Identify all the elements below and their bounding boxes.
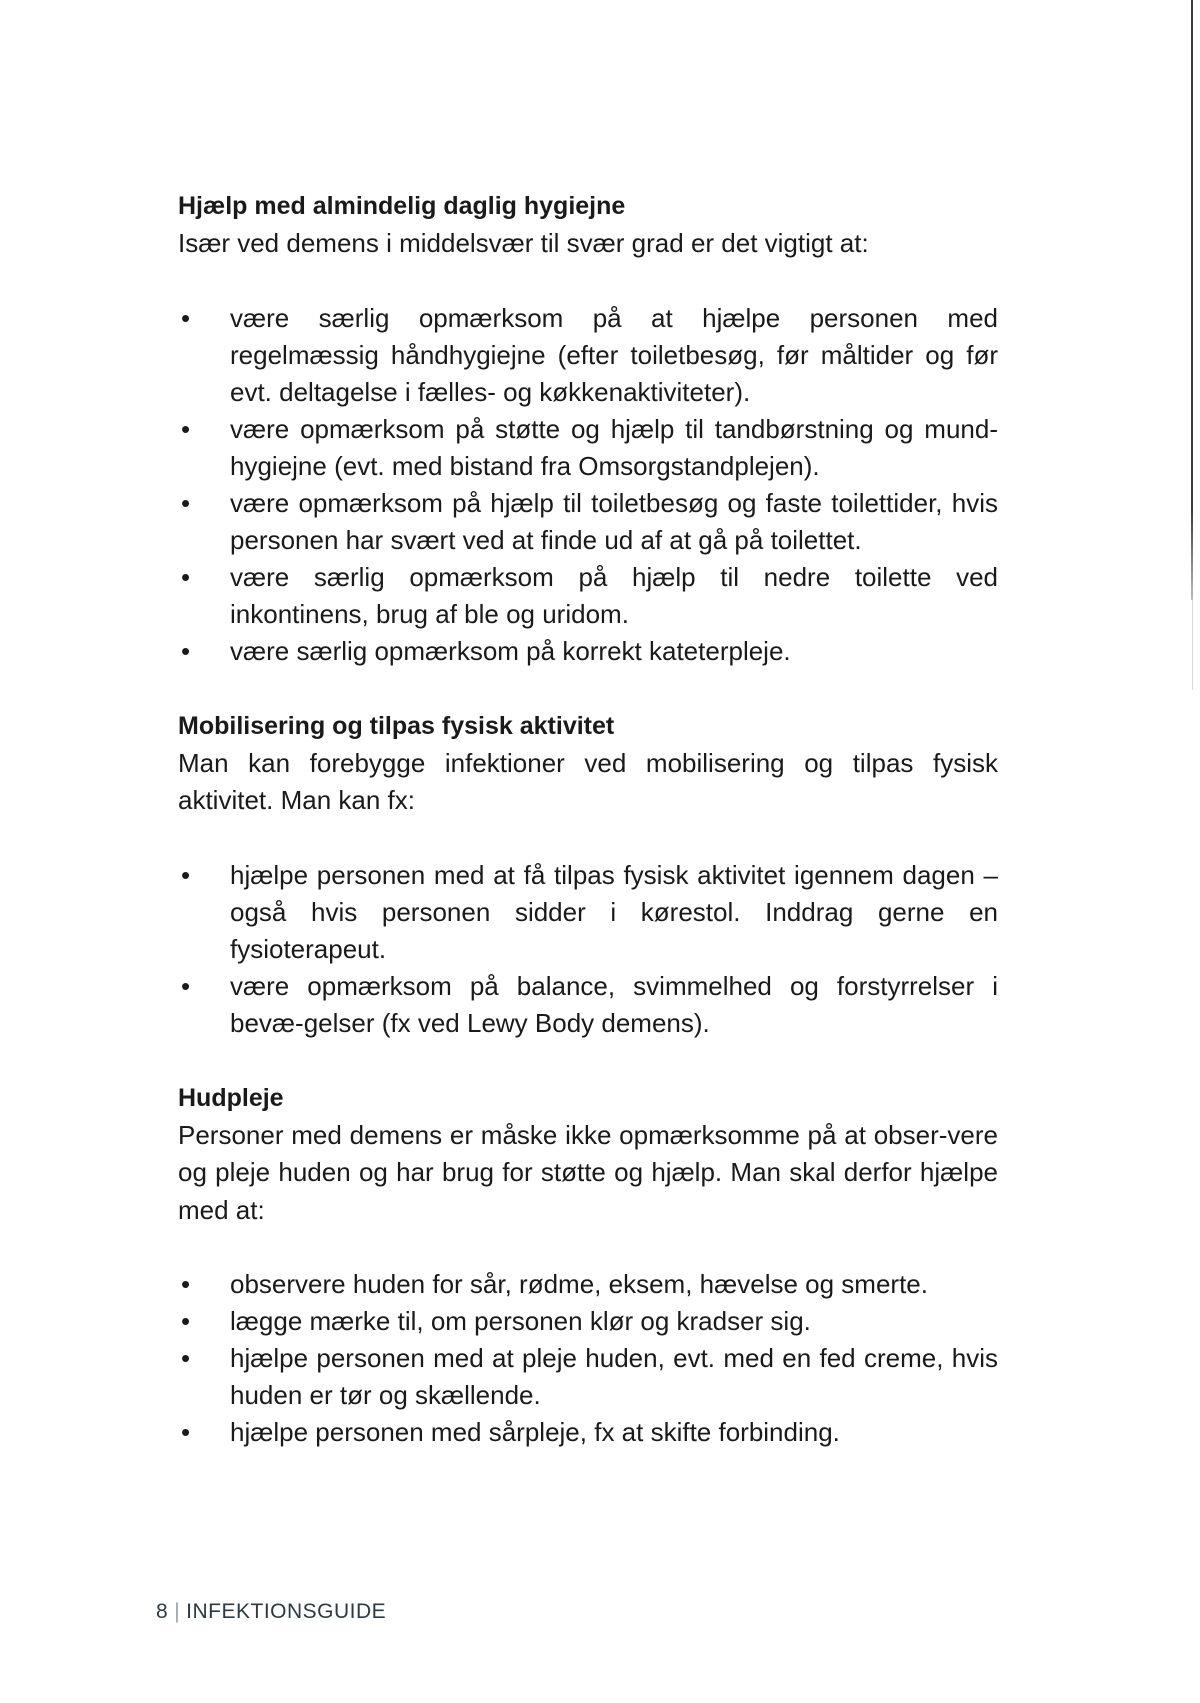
list-item (178, 1303, 998, 1340)
list-item-text: observere huden for sår, rødme, eksem, hævelse og smerte. (230, 1269, 928, 1299)
list-item-text: være opmærksom på balance, svimmelhed og forstyrrelser i bevæ-gelser (fx ved Lewy Body demens). (230, 970, 998, 1038)
list-item (178, 485, 998, 559)
list-item (178, 1414, 998, 1451)
list-item (178, 633, 998, 670)
section-title: Mobilisering og tilpas fysisk aktivitet (178, 711, 615, 740)
page-content (178, 188, 998, 1489)
bullet-icon: • (181, 413, 191, 444)
section-intro: Man kan forebygge infektioner ved mobilisering og tilpas fysisk aktivitet. Man kan fx: (178, 747, 998, 815)
list-item-text: hjælpe personen med sårpleje, fx at skifte forbinding. (230, 1417, 840, 1447)
bullet-icon: • (181, 970, 191, 1001)
list-item (178, 1266, 998, 1303)
bullet-icon: • (181, 302, 191, 333)
list-item (178, 968, 998, 1042)
section-title: Hjælp med almindelig daglig hygiejne (178, 192, 626, 220)
list-item (178, 857, 998, 968)
page-edge-line-faint (1192, 600, 1193, 690)
section-title: Hudpleje (178, 1083, 284, 1112)
list-item-text: være opmærksom på støtte og hjælp til tandbørstning og mund-hygiejne (evt. med bistand fra Omsorgstandplejen). (230, 413, 998, 481)
list-item-text: hjælpe personen med at pleje huden, evt. med en fed creme, hvis huden er tør og skællende. (230, 1343, 998, 1410)
section-mobilization (178, 708, 998, 1042)
section-intro: Især ved demens i middelsvær til svær grad er det vigtigt at: (178, 228, 869, 258)
bullet-icon: • (181, 1269, 191, 1299)
list-item (178, 411, 998, 485)
list-item-text: være særlig opmærksom på korrekt kateterpleje. (230, 635, 791, 666)
bullet-icon: • (181, 487, 191, 518)
section-skin-care (178, 1080, 998, 1452)
list-item-text: være særlig opmærksom på hjælp til nedre toilette ved inkontinens, brug af ble og uridom. (230, 561, 998, 629)
list-item (178, 559, 998, 633)
footer-title: INFEKTIONSGUIDE (186, 1600, 387, 1623)
bullet-icon: • (181, 1417, 191, 1447)
list-item (178, 300, 998, 411)
list-item-text: være opmærksom på hjælp til toiletbesøg og faste toilettider, hvis personen har svært ved at finde ud af at gå på toilettet. (230, 487, 998, 555)
list-item (178, 1340, 998, 1414)
bullet-list (178, 300, 998, 670)
bullet-icon: • (181, 1343, 191, 1373)
section-hygiene (178, 188, 998, 670)
bullet-icon: • (181, 859, 191, 890)
bullet-list (178, 1266, 998, 1451)
bullet-icon: • (181, 635, 191, 666)
section-intro: Personer med demens er måske ikke opmærksomme på at obser-vere og pleje huden og har brug for støtte og hjælp. Man skal derfor hjælpe med at: (178, 1119, 998, 1225)
bullet-list (178, 857, 998, 1042)
list-item-text: hjælpe personen med at få tilpas fysisk aktivitet igennem dagen – også hvis personen sidder i kørestol. Inddrag gerne en fysioterapeut. (230, 859, 998, 964)
bullet-icon: • (181, 561, 191, 592)
page-footer (156, 1600, 386, 1624)
bullet-icon: • (181, 1306, 191, 1336)
page-number: 8 (156, 1600, 169, 1623)
footer-separator: | (174, 1600, 181, 1623)
list-item-text: være særlig opmærksom på at hjælpe personen med regelmæssig håndhygiejne (efter toiletbesøg, før måltider og før evt. deltagelse i fælles- og køkkenaktiviteter). (230, 302, 998, 407)
list-item-text: lægge mærke til, om personen klør og kradser sig. (230, 1306, 811, 1336)
page-edge-line (1191, 0, 1193, 600)
